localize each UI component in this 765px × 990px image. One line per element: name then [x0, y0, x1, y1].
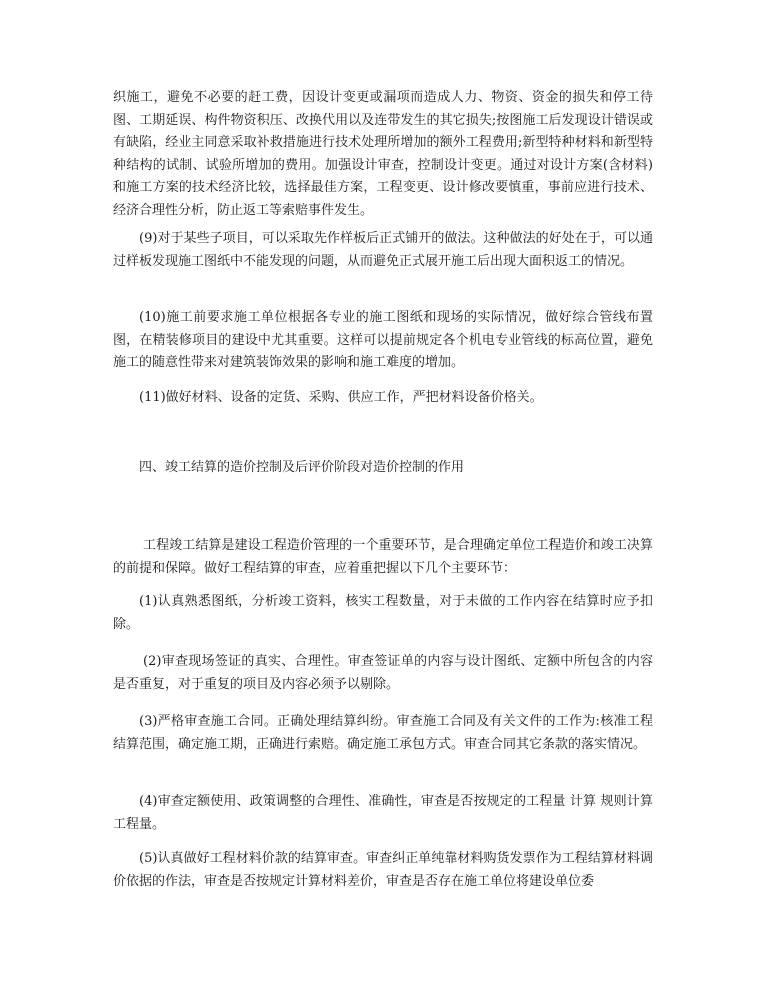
- paragraph-item-10: (10)施工前要求施工单位根据各专业的施工图纸和现场的实际情况，做好综合管线布置图，在精装修项目的建设中尤其重要。这样可以提前规定各个机电专业管线的标高位置，避免施工的随意性带来对建筑装饰效果的影响和施工难度的增加。: [113, 310, 653, 370]
- paragraph-step-3: (3)严格审查施工合同。正确处理结算纠纷。审查施工合同及有关文件的工作为:核准工程结算范围，确定施工期，正确进行索赔。确定施工承包方式。审查合同其它条款的落实情况。: [113, 714, 653, 752]
- paragraph-settlement-intro: 工程竣工结算是建设工程造价管理的一个重要环节，是合理确定单位工程造价和竣工决算的前提和保障。做好工程结算的审查，应着重把握以下几个主要环节：: [113, 538, 653, 576]
- paragraph-step-1: (1)认真熟悉图纸，分析竣工资料，核实工程数量，对于未做的工作内容在结算时应予扣除。: [113, 594, 653, 632]
- paragraph-design-change: 织施工，避免不必要的赶工费，因设计变更或漏项而造成人力、物资、资金的损失和停工待图、工期延误、构件物资积压、改换代用以及连带发生的其它损失;按图施工后发现设计错误或有缺陷，经业主同意采取补救措施进行技术处理所增加的额外工程费用;新型特种材料和新型特种结构的试制、试验所增加的费用。加强设计审查，控制设计变更。通过对设计方案(含材料)和施工方案的技术经济比较，选择最佳方案，工程变更、设计修改要慎重，事前应进行技术、经济合理性分析，防止返工等索赔事件发生。: [113, 90, 653, 218]
- paragraph-step-2: (2)审查现场签证的真实、合理性。审查签证单的内容与设计图纸、定额中所包含的内容是否重复，对于重复的项目及内容必须予以剔除。: [113, 654, 653, 692]
- paragraph-item-11: (11)做好材料、设备的定货、采购、供应工作，严把材料设备价格关。: [139, 390, 543, 405]
- paragraph-step-5: (5)认真做好工程材料价款的结算审查。审查纠正单纯靠材料购货发票作为工程结算材料调价依据的作法，审查是否按规定计算材料差价，审查是否存在施工单位将建设单位委: [113, 851, 653, 889]
- paragraph-item-9: (9)对于某些子项目，可以采取先作样板后正式铺开的做法。这种做法的好处在于，可以通过样板发现施工图纸中不能发现的问题，从而避免正式展开施工后出现大面积返工的情况。: [113, 231, 653, 269]
- paragraph-step-4: (4)审查定额使用、政策调整的合理性、准确性，审查是否按规定的工程量 计算 规则计算工程量。: [113, 794, 653, 832]
- section-heading-4: 四、竣工结算的造价控制及后评价阶段对造价控制的作用: [139, 460, 465, 475]
